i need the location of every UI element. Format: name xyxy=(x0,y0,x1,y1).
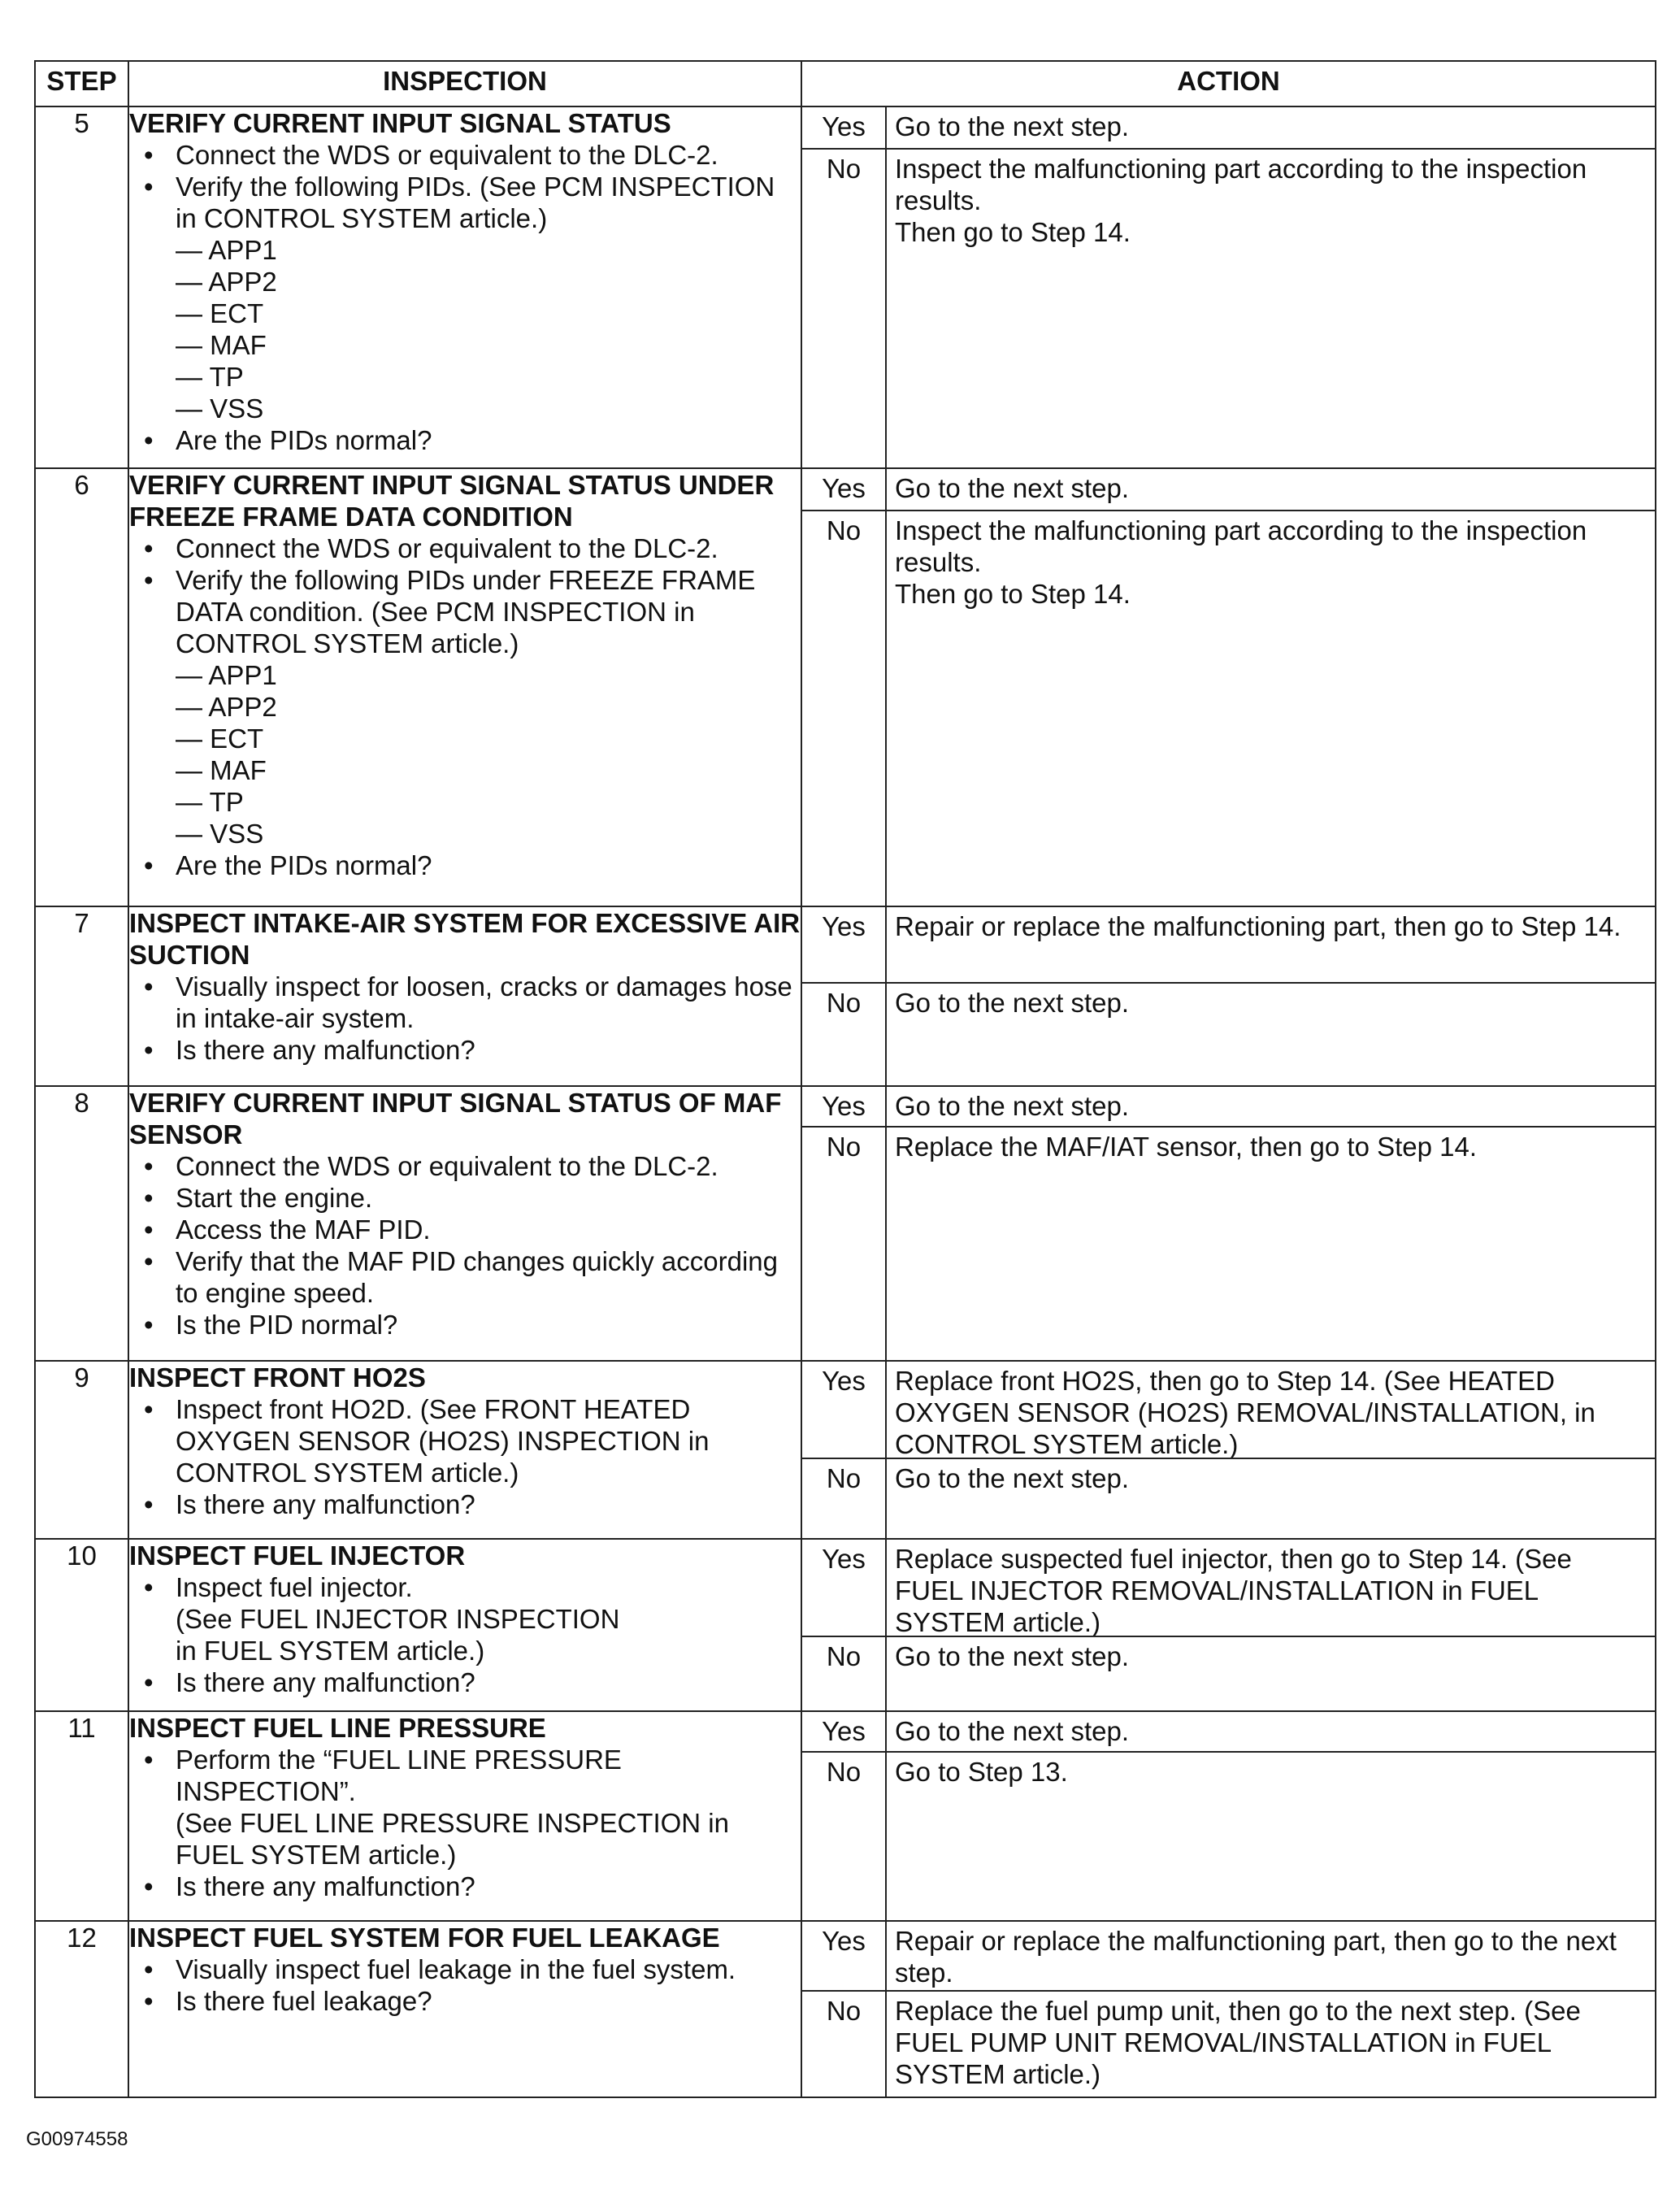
action-text xyxy=(887,1712,1655,1751)
action-text xyxy=(887,984,1655,1085)
action-text xyxy=(887,469,1655,510)
answer-cell xyxy=(801,906,1656,1086)
inspection-cell xyxy=(128,1921,801,2097)
inspection-bullet: • Start the engine. xyxy=(129,1182,801,1214)
inspection-cell xyxy=(128,1361,801,1539)
action-line: Go to the next step. xyxy=(895,1716,1130,1746)
action-line: Then go to Step 14. xyxy=(895,579,1131,609)
answer-label: Yes xyxy=(802,1362,887,1458)
inspection-bullet: • Inspect front HO2D. (See FRONT HEATED OXYGEN SENSOR (HO2S) INSPECTION in CONTROL SYSTEM article.) xyxy=(129,1393,801,1488)
answer-group xyxy=(802,1922,1655,2097)
pid-item: — APP2 xyxy=(176,267,277,297)
action-text xyxy=(887,1540,1655,1636)
step-number: 12 xyxy=(35,1921,128,2097)
table-header-row xyxy=(35,61,1656,106)
pid-item: — TP xyxy=(176,787,244,817)
inspection-bullet: • Perform the “FUEL LINE PRESSURE INSPECTION”. xyxy=(129,1744,801,1807)
step-number: 9 xyxy=(35,1361,128,1539)
pid-item: — APP1 xyxy=(176,660,277,690)
answer-row xyxy=(802,907,1655,982)
inspection-bullet: • Access the MAF PID. xyxy=(129,1214,801,1245)
inspection-bullet: • Is there any malfunction? xyxy=(129,1871,801,1902)
answer-group xyxy=(802,107,1655,467)
answer-group xyxy=(802,1087,1655,1360)
answer-row xyxy=(802,1458,1655,1538)
table-row xyxy=(35,1539,1656,1711)
header-inspection: INSPECTION xyxy=(128,61,801,106)
inspection-cell xyxy=(128,106,801,468)
answer-row xyxy=(802,982,1655,1085)
action-text xyxy=(887,107,1655,148)
answer-row xyxy=(802,1126,1655,1360)
action-text xyxy=(887,1992,1655,2097)
inspection-bullet: • Is there any malfunction? xyxy=(129,1488,801,1520)
action-line: Then go to Step 14. xyxy=(895,217,1131,247)
inspection-bullet: • Are the PIDs normal? xyxy=(129,849,801,881)
inspection-title: INSPECT FUEL LINE PRESSURE xyxy=(129,1713,546,1743)
diagnostic-table xyxy=(34,60,1656,2098)
pid-item: — VSS xyxy=(176,393,264,424)
pid-item: — ECT xyxy=(176,298,264,328)
answer-label: No xyxy=(802,1992,887,2097)
answer-row xyxy=(802,1712,1655,1751)
action-line: Replace the fuel pump unit, then go to the next step. (See FUEL PUMP UNIT REMOVAL/INSTALLATION in FUEL SYSTEM article.) xyxy=(895,1996,1581,2089)
answer-label: Yes xyxy=(802,469,887,510)
pid-item: — VSS xyxy=(176,819,264,849)
answer-label: No xyxy=(802,511,887,906)
answer-row xyxy=(802,1990,1655,2097)
answer-cell xyxy=(801,106,1656,468)
answer-label: No xyxy=(802,1128,887,1360)
action-text xyxy=(887,1087,1655,1126)
inspection-bullet: • Is the PID normal? xyxy=(129,1309,801,1341)
answer-cell xyxy=(801,1361,1656,1539)
inspection-bullet: • Is there any malfunction? xyxy=(129,1034,801,1066)
inspection-bullet: • Are the PIDs normal? xyxy=(129,424,801,456)
action-line: Repair or replace the malfunctioning part, then go to the next step. xyxy=(895,1926,1617,1988)
answer-cell xyxy=(801,1539,1656,1711)
inspection-bullet: • Connect the WDS or equivalent to the DLC-2. xyxy=(129,1150,801,1182)
step-number: 10 xyxy=(35,1539,128,1711)
answer-cell xyxy=(801,468,1656,906)
header-step: STEP xyxy=(35,61,128,106)
inspection-bullet: • Verify the following PIDs under FREEZE FRAME DATA condition. (See PCM INSPECTION in CONTROL SYSTEM article.) xyxy=(129,564,801,659)
action-text xyxy=(887,150,1655,467)
inspection-bullet: • Is there any malfunction? xyxy=(129,1666,801,1698)
action-line: Repair or replace the malfunctioning part, then go to Step 14. xyxy=(895,911,1621,941)
action-text xyxy=(887,1128,1655,1360)
inspection-bullet: • Is there fuel leakage? xyxy=(129,1985,801,2017)
inspection-title: INSPECT FUEL SYSTEM FOR FUEL LEAKAGE xyxy=(129,1923,720,1953)
action-line: Replace suspected fuel injector, then go to Step 14. (See FUEL INJECTOR REMOVAL/INSTALLATION in FUEL SYSTEM article.) xyxy=(895,1544,1572,1637)
table-row xyxy=(35,1921,1656,2097)
answer-cell xyxy=(801,1711,1656,1921)
table-row xyxy=(35,1361,1656,1539)
table-row xyxy=(35,106,1656,468)
answer-group xyxy=(802,1362,1655,1538)
action-text xyxy=(887,1922,1655,1990)
step-number: 11 xyxy=(35,1711,128,1921)
answer-cell xyxy=(801,1921,1656,2097)
action-line: Replace front HO2S, then go to Step 14. (See HEATED OXYGEN SENSOR (HO2S) REMOVAL/INSTALLATION, in CONTROL SYSTEM article.) xyxy=(895,1366,1595,1459)
inspection-title: INSPECT FRONT HO2S xyxy=(129,1362,426,1393)
action-line: Go to the next step. xyxy=(895,1091,1130,1121)
action-line: Go to the next step. xyxy=(895,1463,1130,1493)
inspection-cell xyxy=(128,468,801,906)
answer-group xyxy=(802,1540,1655,1710)
inspection-title: VERIFY CURRENT INPUT SIGNAL STATUS xyxy=(129,108,671,138)
answer-group xyxy=(802,469,1655,906)
inspection-bullet: • Inspect fuel injector. xyxy=(129,1571,801,1603)
pid-item: — APP1 xyxy=(176,235,277,265)
pid-item: — TP xyxy=(176,362,244,392)
action-text xyxy=(887,1459,1655,1538)
action-line: Inspect the malfunctioning part according to the inspection results. xyxy=(895,515,1587,577)
answer-label: Yes xyxy=(802,907,887,982)
header-action: ACTION xyxy=(801,61,1656,106)
inspection-cell xyxy=(128,906,801,1086)
inspection-bullet: • Visually inspect for loosen, cracks or damages hose in intake-air system. xyxy=(129,971,801,1034)
inspection-cell xyxy=(128,1539,801,1711)
inspection-note: (See FUEL LINE PRESSURE INSPECTION in FUEL SYSTEM article.) xyxy=(176,1808,729,1870)
figure-id: G00974558 xyxy=(26,2128,128,2150)
answer-label: No xyxy=(802,1637,887,1710)
pid-item: — MAF xyxy=(176,330,267,360)
action-line: Replace the MAF/IAT sensor, then go to Step 14. xyxy=(895,1132,1478,1162)
table-row xyxy=(35,1711,1656,1921)
answer-label: Yes xyxy=(802,1712,887,1751)
inspection-cell xyxy=(128,1086,801,1361)
answer-row xyxy=(802,148,1655,467)
action-text xyxy=(887,1362,1655,1458)
answer-row xyxy=(802,1751,1655,1920)
answer-row xyxy=(802,107,1655,148)
inspection-bullet: • Visually inspect fuel leakage in the fuel system. xyxy=(129,1953,801,1985)
action-line: Go to the next step. xyxy=(895,988,1130,1018)
step-number: 7 xyxy=(35,906,128,1086)
answer-row xyxy=(802,510,1655,906)
inspection-title: VERIFY CURRENT INPUT SIGNAL STATUS UNDER FREEZE FRAME DATA CONDITION xyxy=(129,470,775,532)
answer-label: Yes xyxy=(802,1922,887,1990)
step-number: 6 xyxy=(35,468,128,906)
step-number: 5 xyxy=(35,106,128,468)
answer-row xyxy=(802,1087,1655,1126)
inspection-bullet: • Verify the following PIDs. (See PCM INSPECTION in CONTROL SYSTEM article.) xyxy=(129,171,801,234)
pid-item: — APP2 xyxy=(176,692,277,722)
answer-group xyxy=(802,907,1655,1085)
action-text xyxy=(887,511,1655,906)
inspection-bullet: • Verify that the MAF PID changes quickly according to engine speed. xyxy=(129,1245,801,1309)
step-number: 8 xyxy=(35,1086,128,1361)
answer-row xyxy=(802,469,1655,510)
inspection-title: INSPECT INTAKE-AIR SYSTEM FOR EXCESSIVE AIR SUCTION xyxy=(129,908,801,970)
inspection-bullet: • Connect the WDS or equivalent to the DLC-2. xyxy=(129,139,801,171)
inspection-cell xyxy=(128,1711,801,1921)
inspection-title: INSPECT FUEL INJECTOR xyxy=(129,1540,466,1571)
answer-label: Yes xyxy=(802,1540,887,1636)
answer-label: Yes xyxy=(802,107,887,148)
answer-group xyxy=(802,1712,1655,1920)
answer-label: No xyxy=(802,984,887,1085)
answer-label: No xyxy=(802,1753,887,1920)
inspection-note: (See FUEL INJECTOR INSPECTION xyxy=(176,1604,620,1634)
table-row xyxy=(35,1086,1656,1361)
table-row xyxy=(35,468,1656,906)
table-row xyxy=(35,906,1656,1086)
answer-row xyxy=(802,1636,1655,1710)
pid-item: — ECT xyxy=(176,723,264,754)
inspection-note: in FUEL SYSTEM article.) xyxy=(176,1636,485,1666)
answer-label: No xyxy=(802,1459,887,1538)
action-line: Go to the next step. xyxy=(895,473,1130,503)
inspection-title: VERIFY CURRENT INPUT SIGNAL STATUS OF MAF SENSOR xyxy=(129,1088,782,1149)
pid-item: — MAF xyxy=(176,755,267,785)
action-text xyxy=(887,1753,1655,1920)
answer-row xyxy=(802,1922,1655,1990)
answer-row xyxy=(802,1540,1655,1636)
answer-cell xyxy=(801,1086,1656,1361)
inspection-bullet: • Connect the WDS or equivalent to the DLC-2. xyxy=(129,532,801,564)
answer-row xyxy=(802,1362,1655,1458)
action-line: Inspect the malfunctioning part according to the inspection results. xyxy=(895,154,1587,215)
answer-label: No xyxy=(802,150,887,467)
action-line: Go to the next step. xyxy=(895,111,1130,141)
action-line: Go to Step 13. xyxy=(895,1757,1068,1787)
answer-label: Yes xyxy=(802,1087,887,1126)
action-line: Go to the next step. xyxy=(895,1641,1130,1671)
action-text xyxy=(887,1637,1655,1710)
action-text xyxy=(887,907,1655,982)
